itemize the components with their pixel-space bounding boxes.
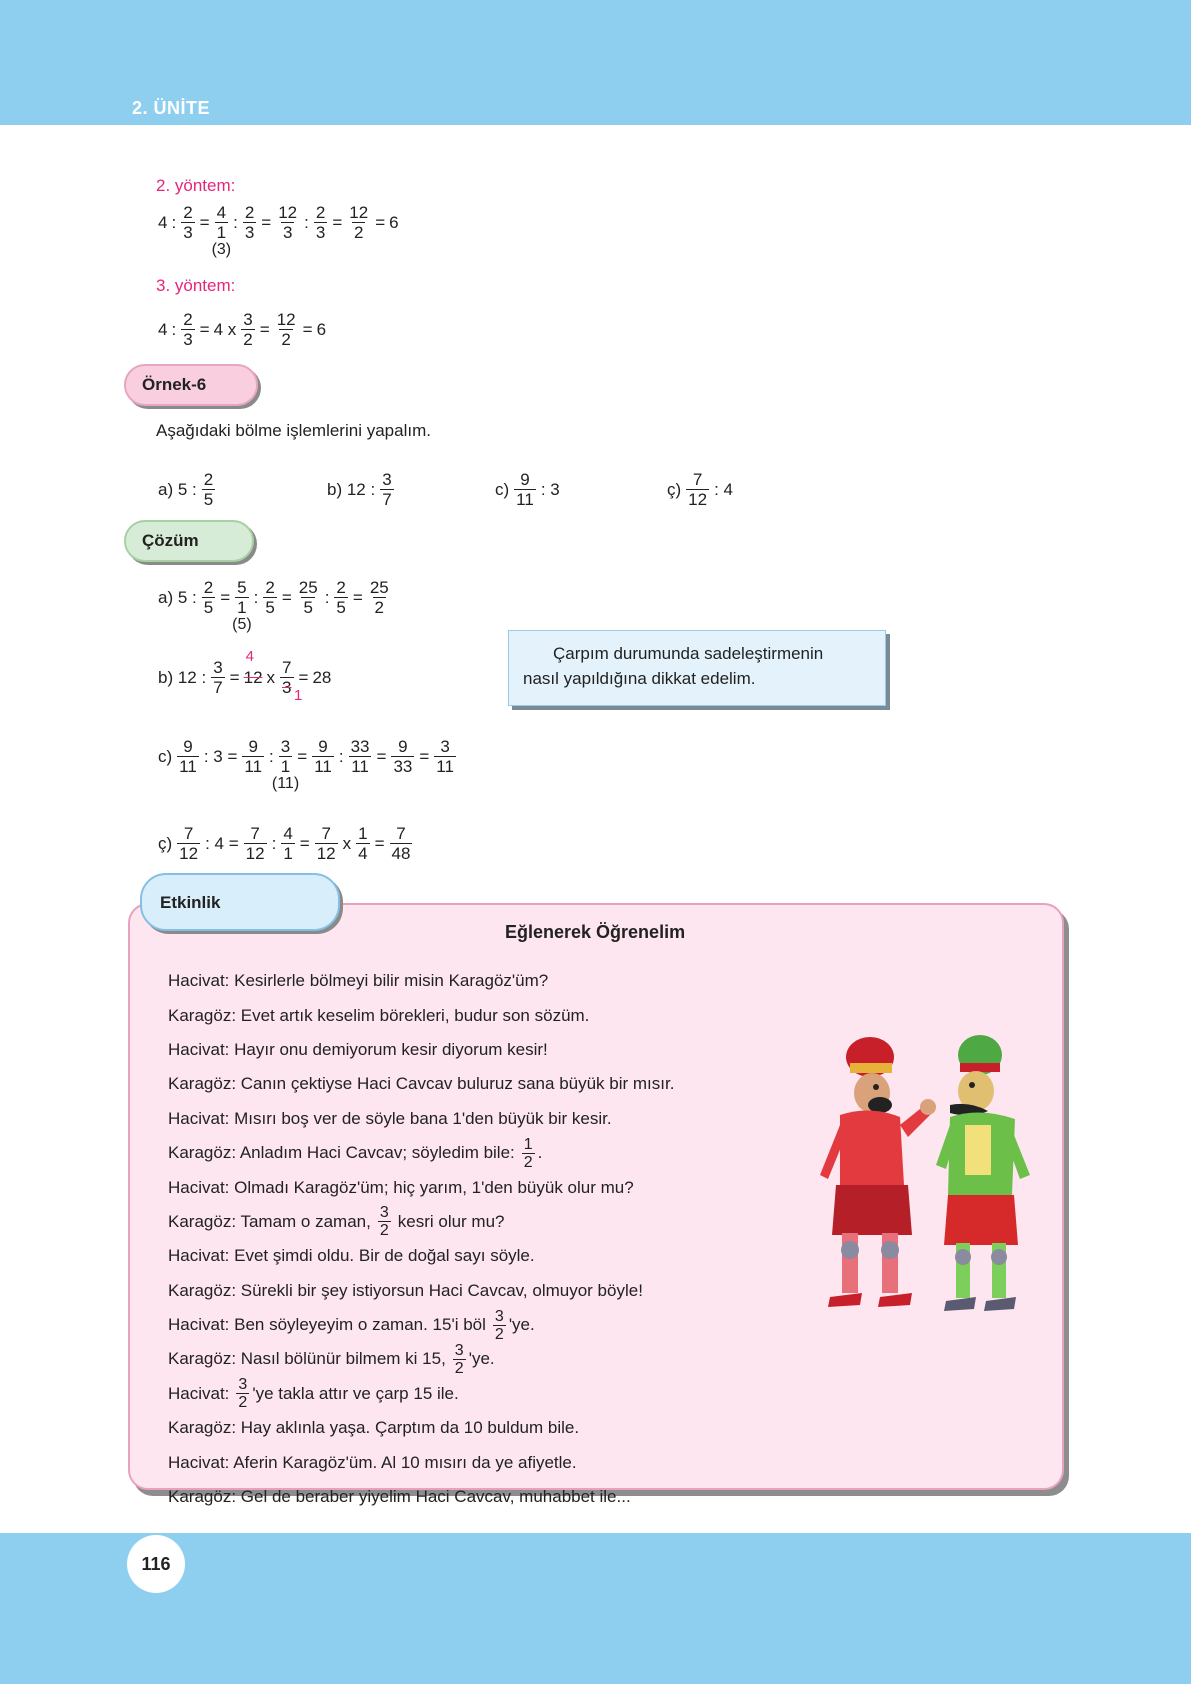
dialog-line: Hacivat: Kesirlerle bölmeyi bilir misin Karagöz'üm? <box>168 971 549 991</box>
activity-title: Eğlenerek Öğrenelim <box>505 922 686 942</box>
solution-tag: Çözüm <box>124 520 254 562</box>
solution-c: c) $\frac{9}{11}$ : 3 = $\frac{9}{11}$ : 3 1 (11) = $\frac{9}{11}$ : $\frac{33}{11}$ = $\frac{9}{33}$ = $\frac{3}{11}$ <box>158 737 454 792</box>
activity-tag: Etkinlik <box>140 873 340 931</box>
dialog <box>168 964 798 1514</box>
dialog-line: Hacivat: Ben söyleyeyim o zaman. 15'i böl $\frac{3}{2}$ 'ye. <box>168 1307 535 1343</box>
karagoz-hacivat-illustration <box>800 1035 1040 1345</box>
dialog-line: Hacivat: Hayır onu demiyorum kesir diyorum kesir! <box>168 1039 548 1059</box>
solution-d: ç) $\frac{7}{12}$ : 4 = $\frac{7}{12}$ : $\frac{4}{1}$ = $\frac{7}{12}$ x $\frac{1}{4}$ = $\frac{7}{48}$ <box>158 824 411 863</box>
example-item-d: ç) $\frac{7}{12}$ : 4 <box>667 470 733 509</box>
method3-expression: 4 : $\frac{2}{3}$ = 4 x $\frac{3}{2}$ = $\frac{12}{2}$ = 6 <box>158 310 327 349</box>
dialog-line: Hacivat: Olmadı Karagöz'üm; hiç yarım, 1'den büyük olur mu? <box>168 1177 634 1197</box>
karagoz-puppet <box>820 1037 936 1307</box>
dialog-line: Karagöz: Hay aklınla yaşa. Çarptım da 10 buldum bile. <box>168 1418 580 1438</box>
dialog-line: Karagöz: Canın çektiyse Haci Cavcav buluruz sana büyük bir mısır. <box>168 1074 675 1094</box>
example-item-c: c) $\frac{9}{11}$ : 3 <box>495 470 560 509</box>
example-instruction: Aşağıdaki bölme işlemlerini yapalım. <box>156 421 431 440</box>
dialog-line: Karagöz: Gel de beraber yiyelim Haci Cavcav, muhabbet ile... <box>168 1487 631 1507</box>
dialog-line: Hacivat: Evet şimdi oldu. Bir de doğal sayı söyle. <box>168 1246 535 1266</box>
method3-label: 3. yöntem: <box>156 276 236 295</box>
solution-a: a) 5 : $\frac{2}{5}$ = 5 1 (5) : $\frac{2}{5}$ = $\frac{25}{5}$ : $\frac{2}{5}$ = $\frac{25}{2}$ <box>158 578 389 633</box>
method2-label: 2. yöntem: <box>156 176 236 195</box>
page-number: 116 <box>127 1535 185 1593</box>
dialog-line: Karagöz: Nasıl bölünür bilmem ki 15, $\frac{3}{2}$ 'ye. <box>168 1342 495 1377</box>
method2-expression: 4 : $\frac{2}{3}$ = 4 1 (3) : $\frac{2}{3}$ = $\frac{12}{3}$ : $\frac{2}{3}$ = $\frac{12}{2}$ = 6 <box>158 203 399 258</box>
dialog-line: Karagöz: Evet artık keselim börekleri, budur son sözüm. <box>168 1005 590 1025</box>
example-item-b: b) 12 : $\frac{3}{7}$ <box>327 470 392 509</box>
dialog-line: Karagöz: Anladım Haci Cavcav; söyledim bile: $\frac{1}{2}$ . <box>168 1135 543 1171</box>
dialog-line: Karagöz: Tamam o zaman, $\frac{3}{2}$ kesri olur mu? <box>168 1204 505 1240</box>
hacivat-puppet <box>936 1035 1030 1311</box>
dialog-line: Karagöz: Sürekli bir şey istiyorsun Haci Cavcav, olmuyor böyle! <box>168 1280 643 1300</box>
dialog-line: Hacivat: Mısırı boş ver de söyle bana 1'den büyük bir kesir. <box>168 1108 612 1128</box>
dialog-line: Hacivat: $\frac{3}{2}$ 'ye takla attır ve çarp 15 ile. <box>168 1376 459 1412</box>
example-tag: Örnek-6 <box>124 364 258 406</box>
dialog-line: Hacivat: Aferin Karagöz'üm. Al 10 mısırı da ye afiyetle. <box>168 1452 577 1472</box>
solution-b: b) 12 : $\frac{3}{7}$ = 4 12 x 7 3 1 = 28 <box>158 647 332 704</box>
example-item-a: a) 5 : $\frac{2}{5}$ <box>158 470 214 509</box>
unit-label: 2. ÜNİTE <box>132 98 211 118</box>
tip-note: Çarpım durumunda sadeleştirmenin nasıl yapıldığına dikkat edelim. <box>508 630 886 706</box>
